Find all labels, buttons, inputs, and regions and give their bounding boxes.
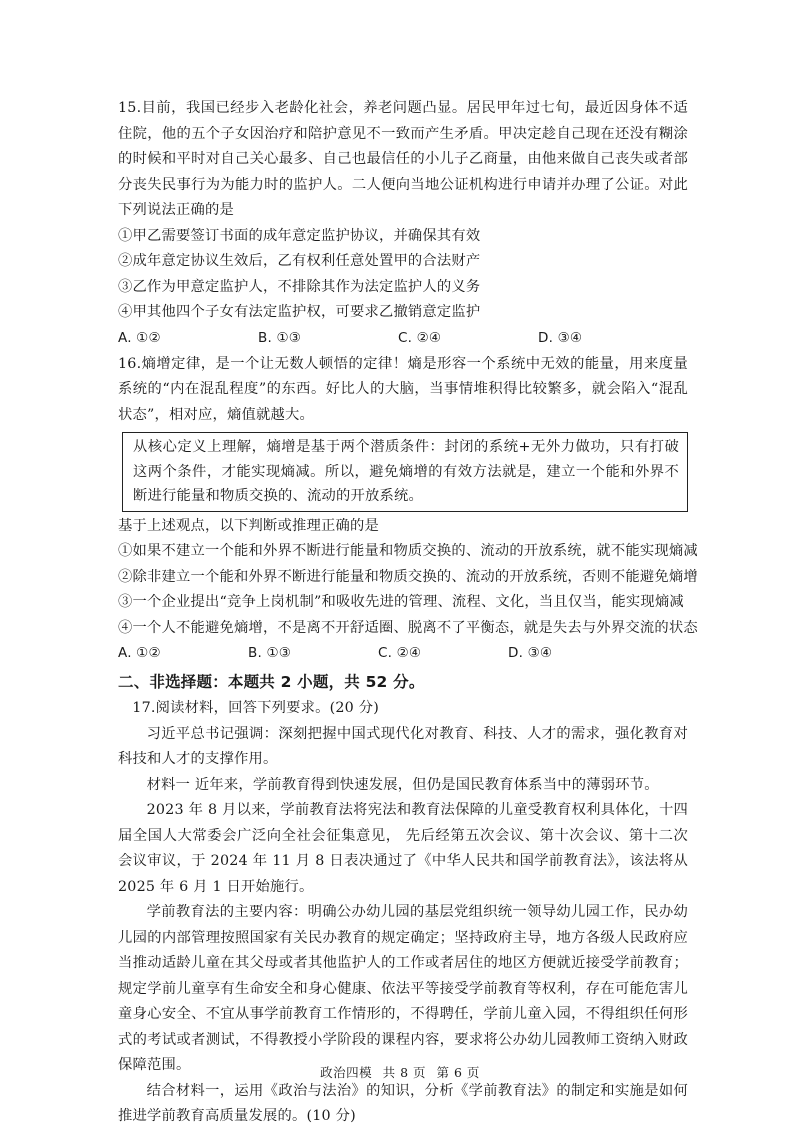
q15-option-2: ②成年意定协议生效后，乙有权利任意处置甲的合法财产 <box>118 253 481 269</box>
q15-choice-c: C. ②④ <box>398 329 442 346</box>
q15-stem: 15.目前，我国已经步入老龄化社会，养老问题凸显。居民甲年过七旬，最近因身体不适住院，他的五个子女因治疗和陪护意见不一致而产生矛盾。甲决定趁自己现在还没有糊涂的时候和平时对自己关心最多、自己也最信任的小儿子乙商量，由他来做自己丧失或者部分丧失民事行为为能力时的监护人。二人便向当地公证机构进行申请并办理了公证。对此下列说法正确的是 <box>118 100 688 218</box>
q16-stem: 16.熵增定律，是一个让无数人顿悟的定律！熵是形容一个系统中无效的能量，用来度量系统的“内在混乱程度”的东西。好比人的大脑，当事情堆积得比较繁多，就会陷入“混乱状态”，相对应，熵值就越大。 <box>118 355 688 423</box>
q16-option-4: ④一个人不能避免熵增，不是离不开舒适圈、脱离不了平衡态，就是失去与外界交流的状态 <box>118 619 698 636</box>
footer-total-pages: 共 8 页 <box>382 1065 426 1080</box>
q16-choice-b: B. ①③ <box>248 645 292 661</box>
page-content <box>118 96 698 1130</box>
section-heading: 二、非选择题：本题共 2 小题，共 52 分。 <box>118 673 425 691</box>
q16-choice-c: C. ②④ <box>378 645 422 661</box>
q17-task: 结合材料一，运用《政治与法治》的知识，分析《学前教育法》的制定和实施是如何推进学前教育高质量发展的。(10 分) <box>118 1082 688 1124</box>
q15-choice-d: D. ③④ <box>538 329 583 346</box>
q17-material-one: 材料一 近年来，学前教育得到快速发展，但仍是国民教育体系当中的薄弱环节。 <box>146 776 659 793</box>
page-footer <box>0 1063 800 1081</box>
q15-option-1: ①甲乙需要签订书面的成年意定监护协议，并确保其有效 <box>118 227 481 244</box>
q17-quote: 习近平总书记强调：深刻把握中国式现代化对教育、科技、人才的需求，强化教育对科技和人才的支撑作用。 <box>118 725 688 767</box>
q16-option-3: ③一个企业提出“竞争上岗机制”和吸收先进的管理、流程、文化，当且仅当，能实现熵减 <box>118 594 684 610</box>
q16-option-1: ①如果不建立一个能和外界不断进行能量和物质交换的、流动的开放系统，就不能实现熵减 <box>118 543 698 559</box>
q16-option-2: ②除非建立一个能和外界不断进行能量和物质交换的、流动的开放系统，否则不能避免熵增 <box>118 568 698 585</box>
q16-choice-a: A. ①② <box>118 645 161 661</box>
q17-paragraph-3: 学前教育法的主要内容：明确公办幼儿园的基层党组织统一领导幼儿园工作，民办幼儿园的内部管理按照国家有关民办教育的规定确定；坚持政府主导，地方各级人民政府应当推动适龄儿童在其父母或者其他监护人的工作或者居住的地区方便就近接受学前教育；规定学前儿童享有生命安全和身心健康、依法平等接受学前教育等权利，存在可能危害儿童身心安全、不宜从事学前教育工作情形的，不得聘任，学前儿童入园，不得组织任何形式的考试或者测试，不得教授小学阶段的课程内容，要求将公办幼儿园教师工资纳入财政保障范围。 <box>118 904 688 1073</box>
q15-option-3: ③乙作为甲意定监护人，不排除其作为法定监护人的义务 <box>118 278 481 295</box>
q16-choices <box>118 641 688 667</box>
footer-subject: 政治四模 <box>320 1065 373 1080</box>
q15-choice-a: A. ①② <box>118 329 161 346</box>
q16-question: 基于上述观点，以下判断或推理正确的是 <box>118 517 379 534</box>
q16-boxed-material: 从核心定义上理解，熵增是基于两个潜质条件：封闭的系统+无外力做功，只有打破这两个条件，才能实现熵减。所以，避免熵增的有效方法就是，建立一个能和外界不断进行能量和物质交换的、流动的开放系统。 <box>122 432 688 512</box>
q15-option-4: ④甲其他四个子女有法定监护权，可要求乙撤销意定监护 <box>118 304 481 320</box>
q17-paragraph-2: 2023 年 8 月以来，学前教育法将宪法和教育法保障的儿童受教育权利具体化，十四届全国人大常委会广泛向全社会征集意见， 先后经第五次会议、第十次会议、第十二次会议审议，于 2024 年 11 月 8 日表决通过了《中华人民共和国学前教育法》，该法将从 2025 年 6 月 1 日开始施行。 <box>118 802 688 895</box>
q17-header: 17.阅读材料，回答下列要求。(20 分) <box>132 700 379 716</box>
footer-page-number: 第 6 页 <box>436 1065 480 1080</box>
q15-choice-b: B. ①③ <box>258 329 302 346</box>
q16-choice-d: D. ③④ <box>508 645 553 661</box>
q15-choices <box>118 326 688 352</box>
